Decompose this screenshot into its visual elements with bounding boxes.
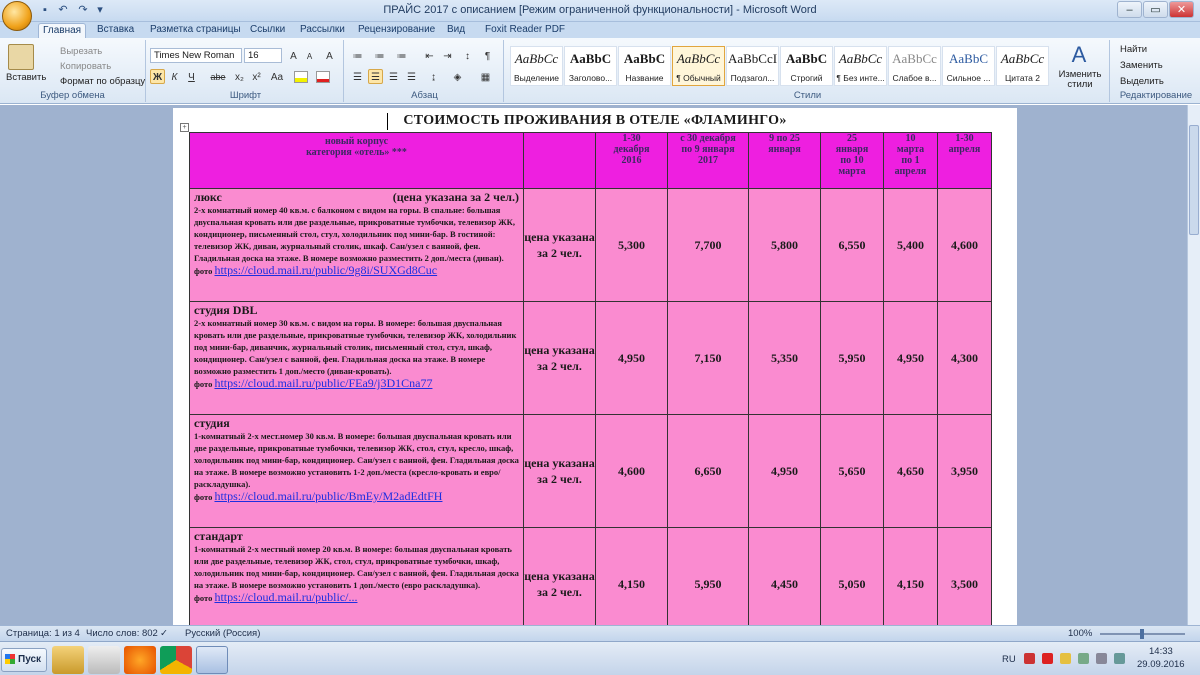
- photo-link[interactable]: https://cloud.mail.ru/public/...: [214, 590, 358, 604]
- price-label-cell: цена указана за 2 чел.: [524, 415, 596, 528]
- tab-insert[interactable]: Вставка: [97, 24, 135, 35]
- document-area: [0, 105, 1187, 625]
- price-cell: 5,050: [821, 528, 884, 626]
- editing-group-label: Редактирование: [1119, 90, 1193, 101]
- ribbon: [0, 38, 1200, 104]
- start-button[interactable]: [1, 648, 47, 672]
- tray-flag-icon[interactable]: [1060, 653, 1071, 664]
- room-price-note: (цена указана за 2 чел.): [392, 190, 519, 204]
- subscript-button[interactable]: x₂: [235, 72, 244, 83]
- language-indicator[interactable]: Русский (Россия): [185, 628, 261, 639]
- page-count[interactable]: Страница: 1 из 4: [6, 628, 80, 639]
- chrome-icon[interactable]: [160, 646, 192, 674]
- photo-label: фото: [194, 593, 213, 603]
- price-cell: 7,700: [668, 189, 749, 302]
- photo-line: [194, 377, 519, 390]
- minimize-icon[interactable]: –: [1117, 1, 1142, 18]
- period-header: 9 по 25 января: [749, 133, 821, 189]
- price-cell: 5,400: [884, 189, 938, 302]
- style-item[interactable]: [618, 46, 671, 86]
- keyboard-language[interactable]: RU: [1002, 654, 1016, 665]
- category-line1: новый корпус: [324, 136, 389, 147]
- show-marks-icon[interactable]: ¶: [484, 51, 491, 62]
- price-cell: 4,150: [596, 528, 668, 626]
- tray-battery-icon[interactable]: [1114, 653, 1125, 664]
- period-header: 10 марта по 1 апреля: [884, 133, 938, 189]
- font-color-icon[interactable]: [316, 71, 330, 83]
- borders-icon[interactable]: ▦: [480, 72, 491, 83]
- bold-button[interactable]: Ж: [150, 69, 165, 84]
- style-name: Заголово...: [568, 73, 613, 83]
- styles-group-label: Стили: [793, 90, 822, 101]
- room-name: студия: [194, 416, 230, 430]
- room-description: 2-х комнатный номер 40 кв.м. с балконом с видом на горы. В спальне: большая двуспальная кровать или две раздельные, прикроватные тумбочки, телевизор ЖК, кондиционер, письменный стол, стул, холодильник под мини-бар. В гостиной: телевизор ЖК, диван, журнальный столик, шкаф. Сан/узел с ванной, фен. Гладильная доска на этаже. В номере возможно разместить 2 доп./места (диван).: [194, 205, 515, 263]
- tray-network-icon[interactable]: [1078, 653, 1089, 664]
- price-cell: 5,800: [749, 189, 821, 302]
- photo-label: фото: [194, 379, 213, 389]
- style-name: ¶ Без инте...: [836, 73, 885, 83]
- style-item[interactable]: [942, 46, 995, 86]
- photo-line: [194, 591, 519, 604]
- font-group: [148, 40, 344, 102]
- format-painter-button[interactable]: Формат по образцу: [60, 76, 146, 87]
- style-name: Подзагол...: [730, 73, 775, 83]
- style-sample: AaBbCc: [892, 51, 937, 66]
- superscript-button[interactable]: x²: [252, 72, 261, 83]
- redo-icon[interactable]: ↷: [78, 4, 88, 16]
- price-cell: 4,600: [938, 189, 992, 302]
- style-item[interactable]: [888, 46, 941, 86]
- period-header: 25 января по 10 марта: [821, 133, 884, 189]
- style-sample: AaBbCc: [676, 51, 721, 66]
- cut-button[interactable]: Вырезать: [60, 46, 103, 57]
- change-case-button[interactable]: Aa: [270, 72, 284, 83]
- room-description: 1-комнатный 2-х местный номер 20 кв.м. В номере: большая двуспальная кровать или две раздельные, телевизор ЖК, стол, стул, прикроватные тумбочки, шкаф, холодильник под мини-бар, кондиционер. Сан/узел с ванной, фен. Гладильная доска на этаже. В номере возможно установить 1 доп./место (евро раскладушка).: [194, 544, 519, 590]
- line-spacing-icon[interactable]: ↨: [431, 72, 436, 83]
- price-cell: 4,150: [884, 528, 938, 626]
- grow-font-icon[interactable]: A: [290, 51, 297, 62]
- clear-format-icon[interactable]: A: [326, 51, 333, 62]
- photo-line: [194, 490, 519, 503]
- price-cell: 4,600: [596, 415, 668, 528]
- price-cell: 5,950: [821, 302, 884, 415]
- window-title: ПРАЙС 2017 с описанием [Режим ограниченной функциональности] - Microsoft Word: [383, 4, 817, 16]
- style-sample: AaBbC: [569, 51, 612, 66]
- table-row: [190, 415, 992, 528]
- tab-home[interactable]: Главная: [38, 23, 86, 38]
- close-icon[interactable]: ✕: [1169, 1, 1194, 18]
- table-move-handle-icon[interactable]: +: [180, 123, 189, 132]
- justify-icon[interactable]: ☰: [407, 72, 416, 83]
- select-button[interactable]: Выделить: [1120, 76, 1164, 87]
- paragraph-group-label: Абзац: [411, 90, 438, 101]
- style-sample: AaBbC: [623, 51, 666, 66]
- room-description: 1-комнатный 2-х мест.номер 30 кв.м. В номере: большая двуспальная кровать или две раздельные, прикроватные тумбочки, телевизор ЖК, стол, стул, кресло, шкаф, холодильник под мини-бар, кондиционер. Сан/узел с ванной, фен. Гладильная доска на этаже. В номере возможно установить 1-2 доп./места (кресло-кровать и евро/раскладушка).: [194, 431, 519, 489]
- price-cell: 4,300: [938, 302, 992, 415]
- windows-logo-icon: [5, 654, 15, 664]
- period-header: с 30 декабря по 9 января 2017: [668, 133, 749, 189]
- price-cell: 4,650: [884, 415, 938, 528]
- tab-mailings[interactable]: Рассылки: [300, 24, 345, 35]
- price-cell: 3,950: [938, 415, 992, 528]
- spellcheck-icon[interactable]: ✓: [160, 628, 168, 639]
- style-item[interactable]: [996, 46, 1049, 86]
- price-label-cell: цена указана за 2 чел.: [524, 302, 596, 415]
- price-cell: 5,300: [596, 189, 668, 302]
- price-cell: 4,950: [596, 302, 668, 415]
- change-styles-button[interactable]: Изменить стили: [1058, 69, 1102, 90]
- media-player-icon[interactable]: [88, 646, 120, 674]
- price-cell: 5,350: [749, 302, 821, 415]
- align-left-icon[interactable]: ☰: [353, 72, 362, 83]
- style-sample: AaBbCc: [514, 51, 559, 66]
- room-description-cell: [190, 189, 524, 302]
- price-cell: 7,150: [668, 302, 749, 415]
- copy-button[interactable]: Копировать: [60, 61, 112, 72]
- style-item[interactable]: [564, 46, 617, 86]
- tray-pdf-icon[interactable]: [1042, 653, 1053, 664]
- zoom-level[interactable]: 100%: [1068, 628, 1093, 639]
- photo-label: фото: [194, 492, 213, 502]
- style-sample: AaBbC: [785, 51, 828, 66]
- price-cell: 4,950: [884, 302, 938, 415]
- price-cell: 4,450: [749, 528, 821, 626]
- replace-button[interactable]: Заменить: [1120, 60, 1163, 71]
- numbering-icon[interactable]: ≔: [374, 51, 385, 62]
- category-header: [190, 133, 524, 189]
- clipboard-group: [0, 40, 146, 102]
- period-header: 1-30 апреля: [938, 133, 992, 189]
- style-item[interactable]: [780, 46, 833, 86]
- find-button[interactable]: Найти: [1120, 44, 1148, 55]
- bullets-icon[interactable]: ≔: [352, 51, 363, 62]
- price-cell: 5,950: [668, 528, 749, 626]
- zoom-slider[interactable]: [1100, 633, 1185, 635]
- tab-references[interactable]: Ссылки: [250, 24, 286, 35]
- style-name: Слабое в...: [892, 73, 937, 83]
- photo-link[interactable]: https://cloud.mail.ru/public/FEa9/j3D1Cna77: [214, 376, 433, 390]
- font-family-select[interactable]: Times New Roman: [150, 48, 242, 63]
- table-row: [190, 189, 992, 302]
- price-cell: 3,500: [938, 528, 992, 626]
- align-center-icon[interactable]: ☰: [368, 69, 383, 84]
- table-row: [190, 302, 992, 415]
- style-sample: AaBbCc: [838, 51, 883, 66]
- paste-button[interactable]: Вставить: [6, 72, 47, 83]
- style-name: Сильное ...: [946, 73, 991, 83]
- style-item[interactable]: [672, 46, 725, 86]
- room-description-cell: [190, 528, 524, 626]
- room-description: 2-х комнатный номер 30 кв.м. с видом на горы. В номере: большая двуспальная кровать или две раздельные, прикроватные тумбочки, телевизор ЖК, холодильник под мини-бар, диванчик, журнальный столик, письменный стол, стул, шкаф, кондиционер. Сан/узел с ванной, фен. Гладильная доска на этаже. В номере возможно разместить 1 доп./место (диван-кровать).: [194, 318, 517, 376]
- room-description-cell: [190, 302, 524, 415]
- style-item[interactable]: [834, 46, 887, 86]
- style-item[interactable]: [510, 46, 563, 86]
- table-row: [190, 528, 992, 626]
- sort-icon[interactable]: ↕: [465, 51, 470, 62]
- style-name: Название: [625, 73, 664, 83]
- office-button[interactable]: [2, 1, 32, 31]
- decrease-indent-icon[interactable]: ⇤: [425, 51, 434, 62]
- strikethrough-button[interactable]: abe: [210, 72, 226, 82]
- title-bar: [0, 0, 1200, 22]
- category-line2: категория «отель» ***: [306, 147, 407, 158]
- price-cell: 5,650: [821, 415, 884, 528]
- price-cell: 4,950: [749, 415, 821, 528]
- multilevel-list-icon[interactable]: ≔: [396, 51, 407, 62]
- clock-time[interactable]: 14:33: [1149, 646, 1173, 657]
- period-header: 1-30 декабря 2016: [596, 133, 668, 189]
- start-label: Пуск: [18, 654, 42, 665]
- price-label-header: [524, 133, 596, 189]
- tab-foxit[interactable]: Foxit Reader PDF: [485, 24, 566, 35]
- ribbon-tabs: [0, 22, 1200, 38]
- tray-app-icon[interactable]: [1024, 653, 1035, 664]
- styles-group: [506, 40, 1110, 102]
- room-description-cell: [190, 415, 524, 528]
- style-name: ¶ Обычный: [676, 73, 721, 83]
- undo-icon[interactable]: ↶: [58, 4, 68, 16]
- increase-indent-icon[interactable]: ⇥: [443, 51, 452, 62]
- style-sample: AaBbCc: [1000, 51, 1045, 66]
- style-sample: AaBbC: [949, 51, 988, 66]
- style-name: Цитата 2: [1005, 73, 1040, 83]
- align-right-icon[interactable]: ☰: [389, 72, 398, 83]
- tray-volume-icon[interactable]: [1096, 653, 1107, 664]
- underline-button[interactable]: Ч: [188, 72, 195, 83]
- vertical-scrollbar[interactable]: [1187, 105, 1200, 625]
- paragraph-group: [346, 40, 504, 102]
- room-name: люкс: [194, 190, 222, 204]
- clipboard-group-label: Буфер обмена: [40, 90, 105, 101]
- photo-line: [194, 264, 519, 277]
- photo-label: фото: [194, 266, 213, 276]
- maximize-icon[interactable]: ▭: [1143, 1, 1168, 18]
- scroll-thumb[interactable]: [1189, 125, 1199, 235]
- paste-icon[interactable]: [8, 44, 34, 70]
- italic-button[interactable]: К: [171, 72, 178, 83]
- price-cell: 6,550: [821, 189, 884, 302]
- price-table: [189, 132, 992, 625]
- change-styles-icon[interactable]: A: [1071, 42, 1087, 67]
- table-header-row: [190, 133, 992, 189]
- save-icon[interactable]: ▪: [43, 4, 47, 16]
- shrink-font-icon[interactable]: A: [306, 52, 313, 61]
- taskbar: [0, 641, 1200, 675]
- price-label-cell: цена указана за 2 чел.: [524, 528, 596, 626]
- status-bar: [0, 625, 1200, 641]
- word-taskbar-icon[interactable]: [196, 646, 228, 674]
- price-label-cell: цена указана за 2 чел.: [524, 189, 596, 302]
- style-name: Выделение: [513, 73, 560, 83]
- shading-icon[interactable]: ◈: [453, 72, 462, 83]
- photo-link[interactable]: https://cloud.mail.ru/public/9g8i/SUXGd8Cuc: [214, 263, 438, 277]
- tab-view[interactable]: Вид: [447, 24, 466, 35]
- tab-page-layout[interactable]: Разметка страницы: [150, 24, 241, 35]
- room-name: студия DBL: [194, 303, 258, 317]
- explorer-icon[interactable]: [52, 646, 84, 674]
- font-group-label: Шрифт: [229, 90, 262, 101]
- document-page[interactable]: [173, 108, 1017, 625]
- price-cell: 6,650: [668, 415, 749, 528]
- font-size-select[interactable]: 16: [244, 48, 282, 63]
- room-name: стандарт: [194, 529, 243, 543]
- tab-review[interactable]: Рецензирование: [358, 24, 436, 35]
- qat-customize-icon[interactable]: ▾: [97, 4, 103, 16]
- style-sample: AaBbCcI: [727, 51, 778, 66]
- zoom-slider-thumb[interactable]: [1140, 629, 1144, 639]
- highlight-icon[interactable]: [294, 71, 308, 83]
- editing-group: [1112, 40, 1200, 102]
- photo-link[interactable]: https://cloud.mail.ru/public/BmEy/M2adEdtFH: [214, 489, 443, 503]
- style-name: Строгий: [790, 73, 823, 83]
- firefox-icon[interactable]: [124, 646, 156, 674]
- clock-date[interactable]: 29.09.2016: [1137, 659, 1185, 670]
- style-item[interactable]: [726, 46, 779, 86]
- document-title: СТОИМОСТЬ ПРОЖИВАНИЯ В ОТЕЛЕ «ФЛАМИНГО»: [403, 113, 787, 128]
- word-count[interactable]: Число слов: 802: [86, 628, 158, 639]
- table-body: [190, 189, 992, 626]
